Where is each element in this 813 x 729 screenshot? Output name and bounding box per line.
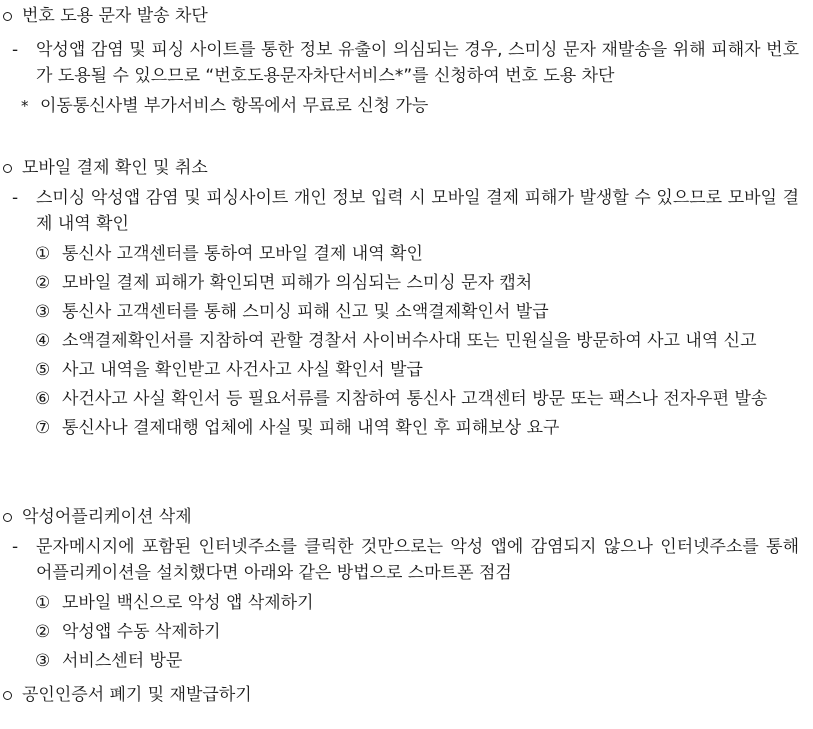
section-malicious-app-removal: [0, 504, 813, 674]
list-item: [0, 590, 813, 616]
item-number: ⑥: [35, 389, 51, 409]
paragraph-text: 문자메시지에 포함된 인터넷주소를 클릭한 것만으로는 악성 앱에 감염되지 않으나 인터넷주소를 통해 어플리케이션을 설치했다면 아래와 같은 방법으로 스마트폰 점검: [36, 537, 799, 583]
list-item: [0, 299, 813, 325]
section-paragraph: [0, 534, 813, 586]
item-text: 모바일 백신으로 악성 앱 삭제하기: [62, 593, 314, 613]
section-title: [0, 155, 813, 181]
item-number: ①: [35, 244, 51, 264]
section-title: [0, 682, 813, 708]
item-number: ④: [35, 331, 51, 351]
section-title-text: 악성어플리케이션 삭제: [22, 507, 192, 527]
section-title: [0, 3, 813, 29]
section-title-text: 번호 도용 문자 발송 차단: [22, 6, 208, 26]
paragraph-text: 악성앱 감염 및 피싱 사이트를 통한 정보 유출이 의심되는 경우, 스미싱 문자 재발송을 위해 피해자 번호가 도용될 수 있으므로 “번호도용문자차단서비스*”를 신청하여 번호 도용 차단: [36, 40, 799, 86]
list-item: [0, 357, 813, 383]
list-item: [0, 328, 813, 354]
list-item: [0, 648, 813, 674]
item-text: 통신사 고객센터를 통해 스미싱 피해 신고 및 소액결제확인서 발급: [62, 302, 549, 322]
footnote-text: 이동통신사별 부가서비스 항목에서 무료로 신청 가능: [40, 96, 429, 116]
item-number: ③: [35, 302, 51, 322]
item-text: 사건사고 사실 확인서 등 필요서류를 지참하여 통신사 고객센터 방문 또는 팩스나 전자우편 발송: [62, 389, 768, 409]
section-title-text: 모바일 결제 확인 및 취소: [22, 158, 208, 178]
list-item: [0, 270, 813, 296]
item-number: ①: [35, 593, 51, 613]
section-paragraph: [0, 37, 813, 89]
item-text: 모바일 결제 피해가 확인되면 피해가 의심되는 스미싱 문자 캡처: [62, 273, 533, 293]
section-certificate-reissue: [0, 682, 813, 708]
dash-marker: -: [12, 537, 19, 557]
item-text: 사고 내역을 확인받고 사건사고 사실 확인서 발급: [62, 360, 423, 380]
section-title: [0, 504, 813, 530]
list-item: [0, 619, 813, 645]
list-item: [0, 386, 813, 412]
item-text: 악성앱 수동 삭제하기: [62, 622, 221, 642]
footnote: [0, 93, 813, 119]
item-number: ③: [35, 651, 51, 671]
item-text: 서비스센터 방문: [62, 651, 183, 671]
dash-marker: -: [12, 40, 19, 60]
dash-marker: -: [12, 188, 19, 208]
list-item: [0, 415, 813, 441]
item-number: ⑤: [35, 360, 51, 380]
footnote-marker: *: [21, 97, 29, 115]
item-number: ②: [35, 622, 51, 642]
item-number: ⑦: [35, 418, 51, 438]
list-item: [0, 241, 813, 267]
item-number: ②: [35, 273, 51, 293]
paragraph-text: 스미싱 악성앱 감염 및 피싱사이트 개인 정보 입력 시 모바일 결제 피해가 발생할 수 있으므로 모바일 결제 내역 확인: [36, 188, 799, 234]
section-mobile-payment: [0, 155, 813, 441]
item-text: 통신사나 결제대행 업체에 사실 및 피해 내역 확인 후 피해보상 요구: [62, 418, 560, 438]
section-title-text: 공인인증서 폐기 및 재발급하기: [22, 685, 252, 705]
section-paragraph: [0, 185, 813, 237]
item-text: 통신사 고객센터를 통하여 모바일 결제 내역 확인: [62, 244, 423, 264]
item-text: 소액결제확인서를 지참하여 관할 경찰서 사이버수사대 또는 민원실을 방문하여 사고 내역 신고: [62, 331, 757, 351]
section-number-theft-block: [0, 3, 813, 119]
